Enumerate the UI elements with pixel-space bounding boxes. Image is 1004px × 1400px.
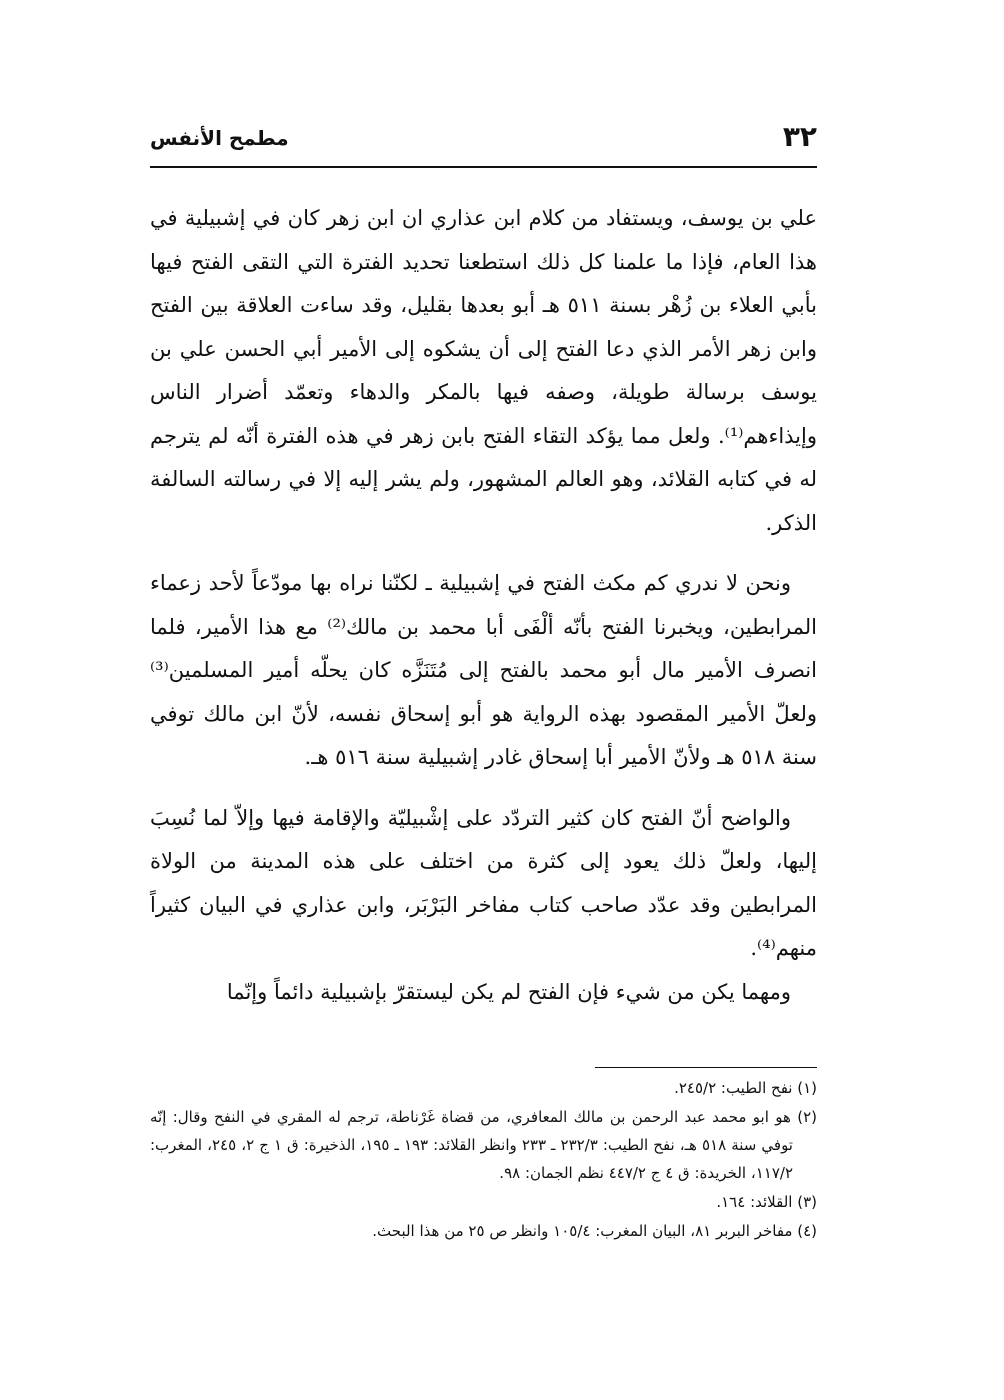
page-header [150,120,817,162]
body-text [150,197,817,1014]
paragraph-3: والواضح أنّ الفتح كان كثير التردّد على إشْبيليّة والإقامة فيها وإلاّ لما نُسِبَ إليها، ولعلّ ذلك يعود إلى كثرة من اختلف على هذه المدينة من الولاة المرابطين وقد عدّد صاحب كتاب مفاخر البَرْبَر، وابن عذاري في البيان كثيراً منهم⁽⁴⁾. [150,805,817,960]
footnotes [150,1074,817,1245]
footnote-2: (٢) هو ابو محمد عبد الرحمن بن مالك المعافري، من قضاة غَرْناطة، ترجم له المقري في النفح وقال: إنّه توفي سنة ٥١٨ هـ، نفح الطيب: ٢٣٢/٣ ـ ٢٣٣ وانظر القلائد: ١٩٣ ـ ١٩٥، الذخيرة: ق ١ ج ٢، ٢٤٥، المغرب: ١١٧/٢، الخريدة: ق ٤ ج ٤٤٧/٢ نظم الجمان: ٩٨. [150,1108,817,1182]
page-number: ٣٢ [782,120,817,153]
paragraph-2: ونحن لا ندري كم مكث الفتح في إشبيلية ـ لكنّنا نراه بها مودّعاً لأحد زعماء المرابطين، ويخبرنا الفتح بأنّه ألْفَى أبا محمد بن مالك⁽²⁾ مع هذا الأمير، فلما انصرف الأمير مال أبو محمد بالفتح إلى مُتَنَزَّه كان يحلّه أمير المسلمين⁽³⁾ ولعلّ الأمير المقصود بهذه الرواية هو أبو إسحاق نفسه، لأنّ ابن مالك توفي سنة ٥١٨ هـ ولأنّ الأمير أبا إسحاق غادر إشبيلية سنة ٥١٦ هـ. [150,571,818,769]
running-title: مطمح الأنفس [150,126,289,150]
footnote-3: (٣) القلائد: ١٦٤. [716,1193,817,1211]
paragraph-1: علي بن يوسف، ويستفاد من كلام ابن عذاري ان ابن زهر كان في إشبيلية في هذا العام، فإذا ما علمنا كل ذلك استطعنا تحديد الفترة التي التقى الفتح فيها بأبي العلاء بن زُهْر بسنة ٥١١ هـ أبو بعدها بقليل، وقد ساءت العلاقة بين الفتح وابن زهر الأمر الذي دعا الفتح إلى أن يشكوه إلى الأمير أبي الحسن علي بن يوسف برسالة طويلة، وصفه فيها بالمكر والدهاء وتعمّد أضرار الناس وإيذاءهم⁽¹⁾. ولعل مما يؤكد التقاء الفتح بابن زهر في هذه الفترة أنّه لم يترجم له في كتابه القلائد، وهو العالم المشهور، ولم يشر إليه إلا في رسالته السالفة الذكر. [150,206,817,535]
paragraph-4: ومهما يكن من شيء فإن الفتح لم يكن ليستقرّ بإشبيلية دائماً وإنّما [226,979,791,1004]
footnote-4: (٤) مفاخر البربر ٨١، البيان المغرب: ١٠٥/٤ وانظر ص ٢٥ من هذا البحث. [372,1222,817,1240]
header-rule [150,166,817,168]
footnote-1: (١) نفح الطيب: ٢٤٥/٢. [674,1079,817,1097]
footnote-rule [595,1067,817,1068]
